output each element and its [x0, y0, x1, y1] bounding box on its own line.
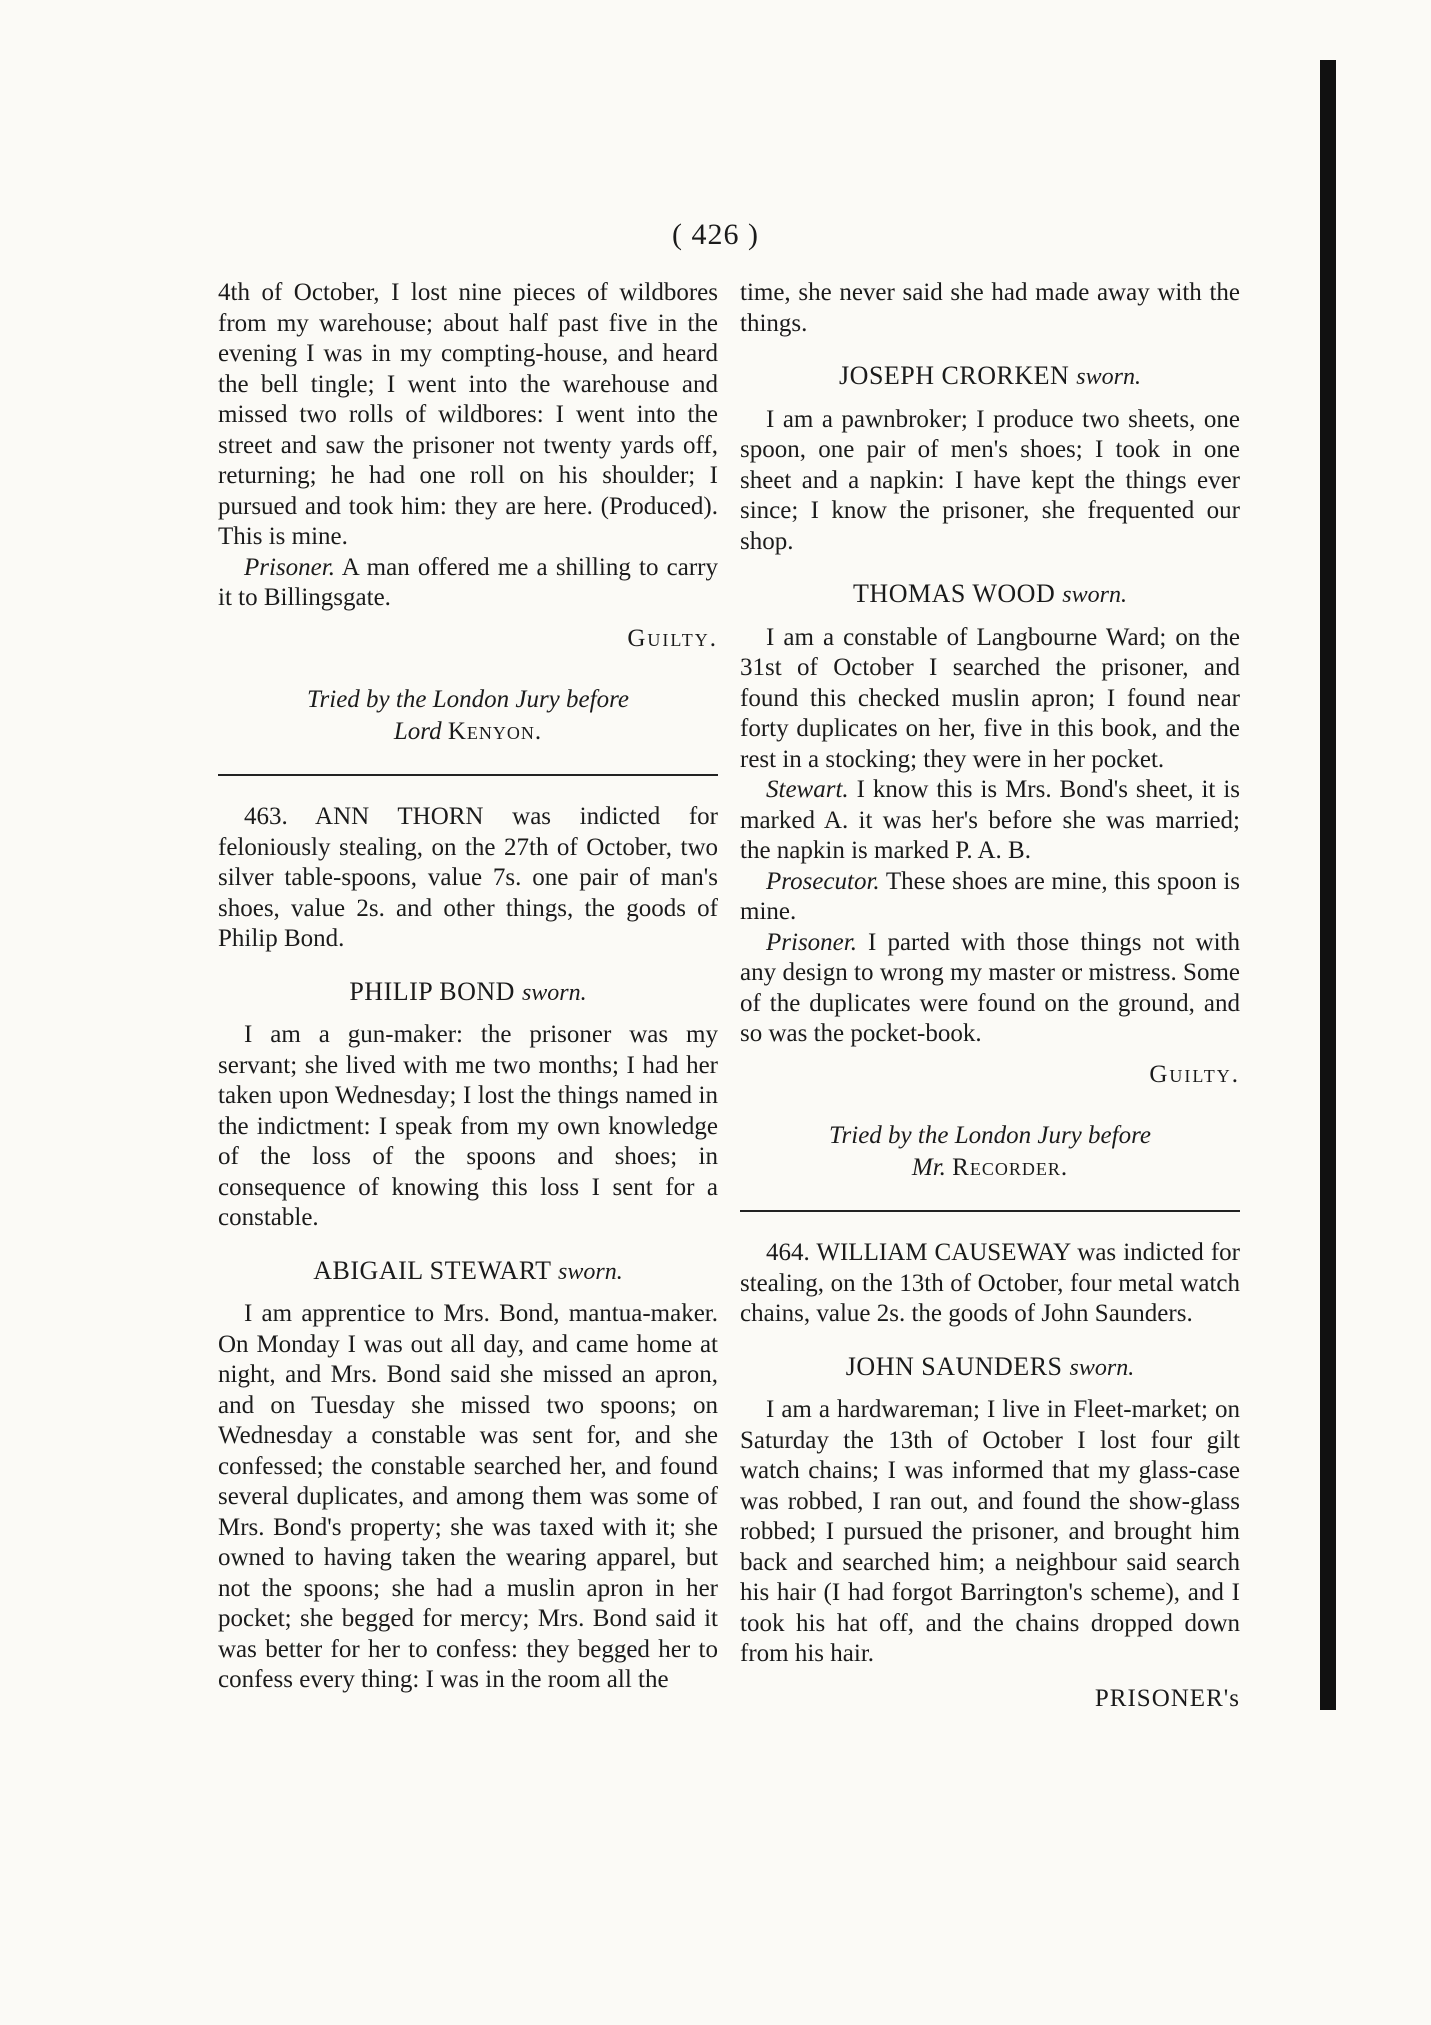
sworn-label: sworn.: [1062, 582, 1127, 608]
prisoner-statement: [740, 928, 1240, 1050]
sworn-label: sworn.: [1076, 364, 1141, 390]
witness-heading: [740, 361, 1240, 393]
statement-text: A man offered me a shilling to carry it to Billingsgate.: [218, 553, 718, 611]
prisoner-statement: [218, 553, 718, 614]
witness-heading: [218, 977, 718, 1009]
case-divider: [218, 774, 718, 776]
tried-by-judge: Recorder.: [952, 1154, 1069, 1181]
witness-testimony: I am a gun-maker: the prisoner was my servant; she lived with me two months; I had her taken upon Wednesday; I lost the things named in the indictment: I speak from my own knowledge of the loss of the spoons and shoes; in consequence of knowing this loss I sent for a constable.: [218, 1021, 718, 1231]
verdict: Guilty.: [627, 624, 718, 652]
tried-by-judge: Kenyon.: [447, 718, 543, 745]
witness-heading: [218, 1256, 718, 1288]
case-indictment-464: 464. WILLIAM CAUSEWAY was indicted for stealing, on the 13th of October, four metal watch chains, value 2s. the goods of John Saunders.: [740, 1239, 1240, 1327]
speaker-label: Prosecutor.: [766, 867, 880, 895]
page-number: ( 426 ): [672, 218, 759, 251]
statement-text: I parted with those things not with any design to wrong my master or mistress. Some of the duplicates were found on the ground, and so was the pocket-book.: [740, 928, 1240, 1047]
witness-name: JOHN SAUNDERS: [845, 1351, 1070, 1381]
witness-testimony: I am a pawnbroker; I produce two sheets, one spoon, one pair of men's shoes; I took in one sheet and a napkin: I have kept the things ever since; I know the prisoner, she frequented our shop.: [740, 405, 1240, 555]
witness-name: PHILIP BOND: [349, 976, 522, 1006]
witness-heading: [740, 579, 1240, 611]
statement-text: These shoes are mine, this spoon is mine.: [740, 867, 1240, 925]
witness-name: ABIGAIL STEWART: [313, 1255, 559, 1285]
witness-testimony: I am a constable of Langbourne Ward; on the 31st of October I searched the prisoner, and found this checked muslin apron; I found near forty duplicates on her, five in this book, and the rest in a stocking; they were in her pocket.: [740, 623, 1240, 773]
right-column: [740, 278, 1240, 1714]
tried-by-line: Tried by the London Jury before: [307, 686, 629, 713]
witness-testimony: I am apprentice to Mrs. Bond, mantua-maker. On Monday I was out all day, and came home at night, and Mrs. Bond said she missed an apron, and on Tuesday she missed two spoons; on Wednesday a constable was sent for, and she confessed; the constable searched her, and found several duplicates, and among them was some of Mrs. Bond's property; she was taxed with it; she owned to having taken the wearing apparel, but not the spoons; she had a muslin apron in her pocket; she begged for mercy; Mrs. Bond said it was better for her to confess: they begged her to confess every thing: I was in the room all the: [218, 1300, 718, 1693]
catchword: PRISONER's: [1094, 1684, 1240, 1712]
tried-by-line: Tried by the London Jury before: [829, 1122, 1151, 1149]
speaker-label: Prisoner.: [244, 553, 335, 581]
speaker-label: Prisoner.: [766, 928, 857, 956]
case-indictment-463: 463. ANN THORN was indicted for feloniously stealing, on the 27th of October, two silver table-spoons, value 7s. one pair of man's shoes, value 2s. and other things, the goods of Philip Bond.: [218, 803, 718, 952]
prosecutor-statement: [740, 867, 1240, 928]
sworn-label: sworn.: [521, 979, 587, 1006]
case-divider: [740, 1210, 1240, 1212]
sworn-label: sworn.: [1069, 1354, 1135, 1381]
witness-name: THOMAS WOOD: [853, 579, 1063, 608]
speaker-label: Stewart.: [766, 776, 849, 803]
witness-testimony: I am a hardwareman; I live in Fleet-market; on Saturday the 13th of October I lost four gilt watch chains; I was informed that my glass-case was robbed, I ran out, and found the show-glass robbed; I pursued the prisoner, and brought him back and searched him; a neighbour said search his hair (I had forgot Barrington's scheme), and I took his hat off, and the chains dropped down from his hair.: [740, 1396, 1240, 1667]
tried-by-title: Lord: [393, 718, 448, 745]
tried-by: [218, 684, 718, 748]
witness-name: JOSEPH CRORKEN: [839, 361, 1077, 390]
witness-heading: [740, 1352, 1240, 1384]
tried-by: [740, 1120, 1240, 1184]
tried-by-title: Mr.: [911, 1154, 953, 1181]
statement-text: I know this is Mrs. Bond's sheet, it is marked A. it was her's before she was married; the napkin is marked P. A. B.: [740, 776, 1240, 864]
left-column: [218, 278, 718, 1696]
opening-paragraph: 4th of October, I lost nine pieces of wildbores from my warehouse; about half past five in the evening I was in my compting-house, and heard the bell tingle; I went into the warehouse and missed two rolls of wildbores: I went into the street and saw the prisoner not twenty yards off, returning; he had one roll on his shoulder; I pursued and took him: they are here. (Produced). This is mine.: [218, 279, 718, 550]
verdict: Guilty.: [1149, 1060, 1240, 1088]
continuation-paragraph: time, she never said she had made away with the things.: [740, 279, 1240, 337]
stewart-statement: [740, 775, 1240, 867]
sworn-label: sworn.: [558, 1258, 623, 1285]
binding-edge: [1320, 60, 1336, 1710]
tried-by-judge-line: [740, 1152, 1240, 1184]
tried-by-judge-line: [218, 716, 718, 748]
